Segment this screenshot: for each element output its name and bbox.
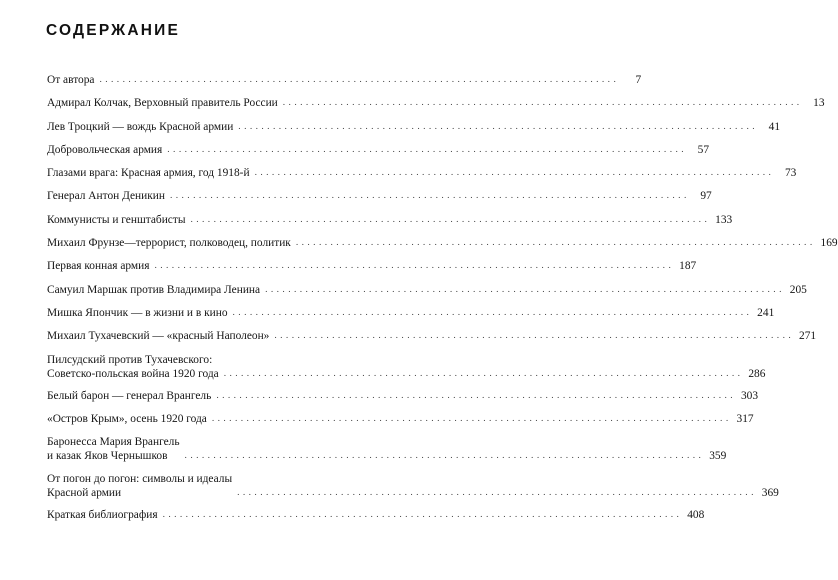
table-of-contents (47, 73, 838, 531)
dot-leader: .......................................................................................... (282, 98, 803, 109)
toc-entry-page-number: 317 (736, 413, 754, 426)
toc-entry-title-line: Лев Троцкий — вождь Красной армии (47, 120, 234, 133)
toc-entry-title-line: Коммунисты и генштабисты (47, 213, 186, 226)
dot-leader: .......................................................................................... (295, 238, 816, 249)
toc-entry-title (47, 120, 233, 134)
toc-entry-page-number: 271 (799, 330, 817, 343)
toc-entry-page-number: 57 (697, 143, 710, 156)
toc-entry-title-line: Пилсудский против Тухачевского: (47, 353, 213, 366)
dot-leader: .......................................................................................... (184, 451, 705, 462)
toc-entry-title (47, 508, 158, 522)
dot-leader: .......................................................................................... (162, 510, 683, 521)
toc-entry-title (47, 213, 185, 227)
toc-entry (47, 389, 759, 403)
toc-entry-title-line: Баронесса Мария Врангель (47, 436, 180, 449)
dot-leader: .......................................................................................... (190, 214, 711, 225)
toc-entry-title-line: и казак Яков Чернышков (47, 450, 168, 463)
dot-leader: .......................................................................................... (169, 191, 690, 202)
toc-entry-title-line: Самуил Маршак против Владимира Ленина (47, 283, 261, 296)
toc-entry-title-line: Адмирал Колчак, Верховный правитель России (47, 97, 278, 110)
toc-entry-title-line: Мишка Япончик — в жизни и в кино (47, 306, 228, 319)
dot-leader: .......................................................................................... (99, 75, 620, 85)
toc-entry-page-number: 73 (784, 167, 797, 180)
toc-entry-title (47, 283, 260, 297)
toc-entry-title (47, 143, 162, 157)
toc-entry-title-line: Генерал Антон Деникин (47, 190, 165, 203)
toc-entry (47, 508, 705, 522)
toc-entry-title (47, 96, 278, 110)
toc-entry-title-line: Добровольческая армия (47, 143, 163, 156)
toc-entry (47, 96, 825, 110)
toc-entry-title (47, 189, 165, 203)
toc-entry (47, 213, 733, 227)
toc-entry-title-line: Михаил Тухачевский — «красный Наполеон» (47, 330, 270, 343)
toc-entry (47, 412, 754, 426)
toc-entry (47, 353, 766, 381)
contents-heading: СОДЕРЖАНИЕ (46, 22, 181, 39)
toc-entry-title-line: Глазами врага: Красная армия, год 1918-й (47, 167, 250, 180)
dot-leader: .......................................................................................... (167, 144, 688, 155)
toc-entry (47, 236, 838, 250)
toc-entry (47, 283, 807, 297)
toc-entry (47, 329, 817, 343)
toc-entry-title (47, 73, 94, 87)
toc-entry (47, 189, 712, 203)
toc-entry-title-line: От погон до погон: символы и идеалы (47, 472, 233, 485)
toc-entry-title (47, 329, 269, 343)
toc-entry-title (47, 389, 211, 403)
toc-entry-title (47, 166, 250, 180)
toc-entry-title-line: Краткая библиография (47, 509, 158, 522)
toc-entry-title-line: «Остров Крым», осень 1920 года (47, 413, 207, 426)
dot-leader: .......................................................................................... (154, 261, 675, 272)
toc-entry-page-number: 187 (679, 260, 697, 273)
toc-entry (47, 143, 710, 157)
toc-entry-page-number: 408 (687, 509, 705, 522)
toc-entry (47, 306, 775, 320)
toc-entry-page-number: 241 (757, 306, 775, 319)
toc-entry-title-line: Михаил Фрунзе—террорист, полководец, политик (47, 237, 291, 250)
toc-entry-title-line: Советско-польская война 1920 года (47, 367, 219, 380)
toc-entry-title-line: Первая конная армия (47, 260, 150, 273)
toc-entry-page-number: 359 (709, 450, 727, 463)
dot-leader: .......................................................................................... (254, 168, 775, 179)
dot-leader: .......................................................................................... (238, 121, 759, 132)
toc-entry-page-number: 7 (635, 74, 642, 86)
dot-leader: .......................................................................................... (211, 414, 732, 425)
toc-entry-page-number: 169 (820, 237, 838, 250)
toc-entry-title-line: Красной армии (47, 486, 122, 499)
dot-leader: .......................................................................................... (274, 331, 795, 342)
toc-entry-page-number: 205 (789, 283, 807, 296)
toc-entry-title (47, 353, 219, 381)
toc-entry-page-number: 303 (740, 389, 759, 402)
dot-leader: .......................................................................................... (232, 307, 753, 318)
dot-leader: .......................................................................................... (265, 284, 785, 295)
toc-entry (47, 472, 779, 500)
toc-entry-page-number: 133 (715, 213, 733, 226)
toc-entry-page-number: 13 (813, 97, 825, 110)
toc-entry-title (47, 236, 291, 250)
toc-entry-page-number: 41 (768, 120, 781, 133)
dot-leader: .......................................................................................... (223, 368, 744, 379)
toc-entry-title (47, 412, 207, 426)
dot-leader: .......................................................................................... (216, 390, 737, 401)
toc-entry-title-line: От автора (47, 74, 95, 86)
toc-entry (47, 166, 797, 180)
toc-entry-title (47, 472, 232, 500)
toc-entry-page-number: 286 (748, 367, 766, 380)
toc-entry-page-number: 97 (700, 190, 712, 203)
toc-entry-title (47, 306, 228, 320)
toc-entry-title-line: Белый барон — генерал Врангель (47, 389, 212, 402)
dot-leader: .......................................................................................... (237, 487, 757, 498)
toc-entry (47, 435, 727, 463)
toc-entry-title (47, 435, 180, 463)
toc-entry-title (47, 259, 149, 273)
toc-entry (47, 120, 781, 134)
toc-entry (47, 259, 697, 273)
toc-entry (47, 73, 642, 87)
toc-entry-page-number: 369 (761, 486, 779, 499)
